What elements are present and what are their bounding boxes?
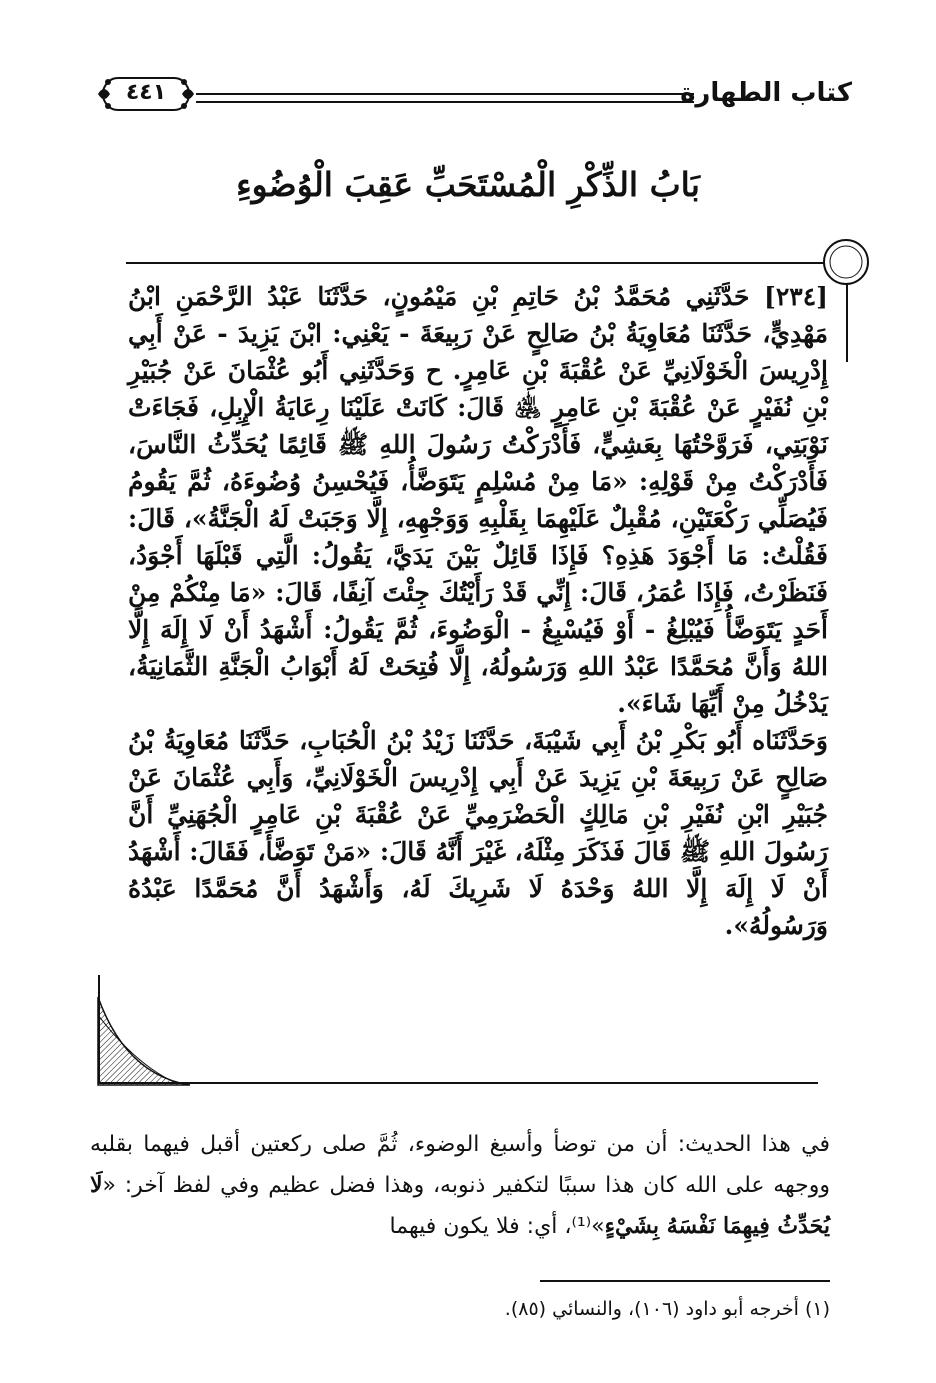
page-number: ٤٤١	[125, 80, 167, 105]
hadith-text	[128, 278, 828, 944]
footnote: (١) أخرجه أبو داود (١٠٦)، والنسائي (٨٥).	[504, 1298, 830, 1320]
header-double-rule	[196, 93, 694, 103]
commentary-quote: لَا يُحَدِّثُ فِيهِمَا نَفْسَهُ بِشَيْءٍ	[90, 1172, 830, 1239]
running-header-book-title: كتاب الطهارة	[680, 78, 852, 108]
commentary-paragraph	[90, 1125, 830, 1247]
hadith-paragraph-2: وَحَدَّثَنَاه أَبُو بَكْرِ بْنُ أَبِي شَيْبَةَ، حَدَّثَنَا زَيْدُ بْنُ الْحُبَابِ، حَدَّثَنَا مُعَاوِيَةُ بْنُ صَالِحٍ عَنْ رَبِيعَةَ بْنِ يَزِيدَ عَنْ أَبِي إِدْرِيسَ الْخَوْلَانِيِّ، وَأَبِي عُثْمَانَ عَنْ جُبَيْرِ ابْنِ نُفَيْرِ بْنِ مَالِكٍ الْحَضْرَمِيِّ عَنْ عُقْبَةَ بْنِ عَامِرٍ الْجُهَنِيِّ أَنَّ رَسُولَ اللهِ ﷺ قَالَ فَذَكَرَ مِثْلَهُ، غَيْرَ أَنَّهُ قَالَ: «مَنْ تَوَضَّأَ، فَقَالَ: أَشْهَدُ أَنْ لَا إِلَهَ إِلَّا اللهُ وَحْدَهُ لَا شَرِيكَ لَهُ، وَأَشْهَدُ أَنَّ مُحَمَّدًا عَبْدُهُ وَرَسُولُهُ».	[128, 726, 828, 940]
frame-top-border	[126, 262, 846, 264]
chapter-title: بَابُ الذِّكْرِ الْمُسْتَحَبِّ عَقِبَ الْوُضُوءِ	[236, 165, 700, 204]
hadith-paragraph-1: [٢٣٤] حَدَّثَنِي مُحَمَّدُ بْنُ حَاتِمِ بْنِ مَيْمُونٍ، حَدَّثَنَا عَبْدُ الرَّحْمَنِ ابْنُ مَهْدِيٍّ، حَدَّثَنَا مُعَاوِيَةُ بْنُ صَالِحٍ عَنْ رَبِيعَةَ - يَعْنِي: ابْنَ يَزِيدَ - عَنْ أَبِي إِدْرِيسَ الْخَوْلَانِيِّ عَنْ عُقْبَةَ بْنِ عَامِرٍ. ح وَحَدَّثَنِي أَبُو عُثْمَانَ عَنْ جُبَيْرِ بْنِ نُفَيْرٍ عَنْ عُقْبَةَ بْنِ عَامِرٍ ﵁ قَالَ: كَانَتْ عَلَيْنَا رِعَايَةُ الْإِبِلِ، فَجَاءَتْ نَوْبَتِي، فَرَوَّحْتُهَا بِعَشِيٍّ، فَأَدْرَكْتُ رَسُولَ اللهِ ﷺ قَائِمًا يُحَدِّثُ النَّاسَ، فَأَدْرَكْتُ مِنْ قَوْلِهِ: «مَا مِنْ مُسْلِمٍ يَتَوَضَّأُ، فَيُحْسِنُ وُضُوءَهُ، ثُمَّ يَقُومُ فَيُصَلِّي رَكْعَتَيْنِ، مُقْبِلٌ عَلَيْهِمَا بِقَلْبِهِ وَوَجْهِهِ، إِلَّا وَجَبَتْ لَهُ الْجَنَّةُ»، قَالَ: فَقُلْتُ: مَا أَجْوَدَ هَذِهِ؟ فَإِذَا قَائِلٌ بَيْنَ يَدَيَّ، يَقُولُ: الَّتِي قَبْلَهَا أَجْوَدُ، فَنَظَرْتُ، فَإِذَا عُمَرُ، قَالَ: إِنِّي قَدْ رَأَيْتُكَ جِئْتَ آنِفًا، قَالَ: «مَا مِنْكُمْ مِنْ أَحَدٍ يَتَوَضَّأُ فَيُبْلِغُ - أَوْ فَيُسْبِغُ - الْوَضُوءَ، ثُمَّ يَقُولُ: أَشْهَدُ أَنْ لَا إِلَهَ إِلَّا اللهُ وَأَنَّ مُحَمَّدًا عَبْدُ اللهِ وَرَسُولُهُ، إِلَّا فُتِحَتْ لَهُ أَبْوَابُ الْجَنَّةِ الثَّمَانِيَةُ، يَدْخُلُ مِنْ أَيِّهَا شَاءَ».	[128, 282, 828, 718]
commentary-text-after: »⁽¹⁾، أي: فلا يكون فيهما	[389, 1214, 605, 1239]
footnote-separator	[540, 1280, 830, 1282]
frame-bottom-border	[98, 1082, 818, 1084]
commentary-text-before: في هذا الحديث: أن من توضأ وأسبغ الوضوء، ثُمَّ صلى ركعتين أقبل فيهما بقلبه ووجهه على الله كان هذا سببًا لتكفير ذنوبه، وهذا فضل عظيم وفي لفظ آخر: «	[90, 1132, 830, 1198]
frame-corner-ornament-bottom-left	[96, 995, 192, 1087]
